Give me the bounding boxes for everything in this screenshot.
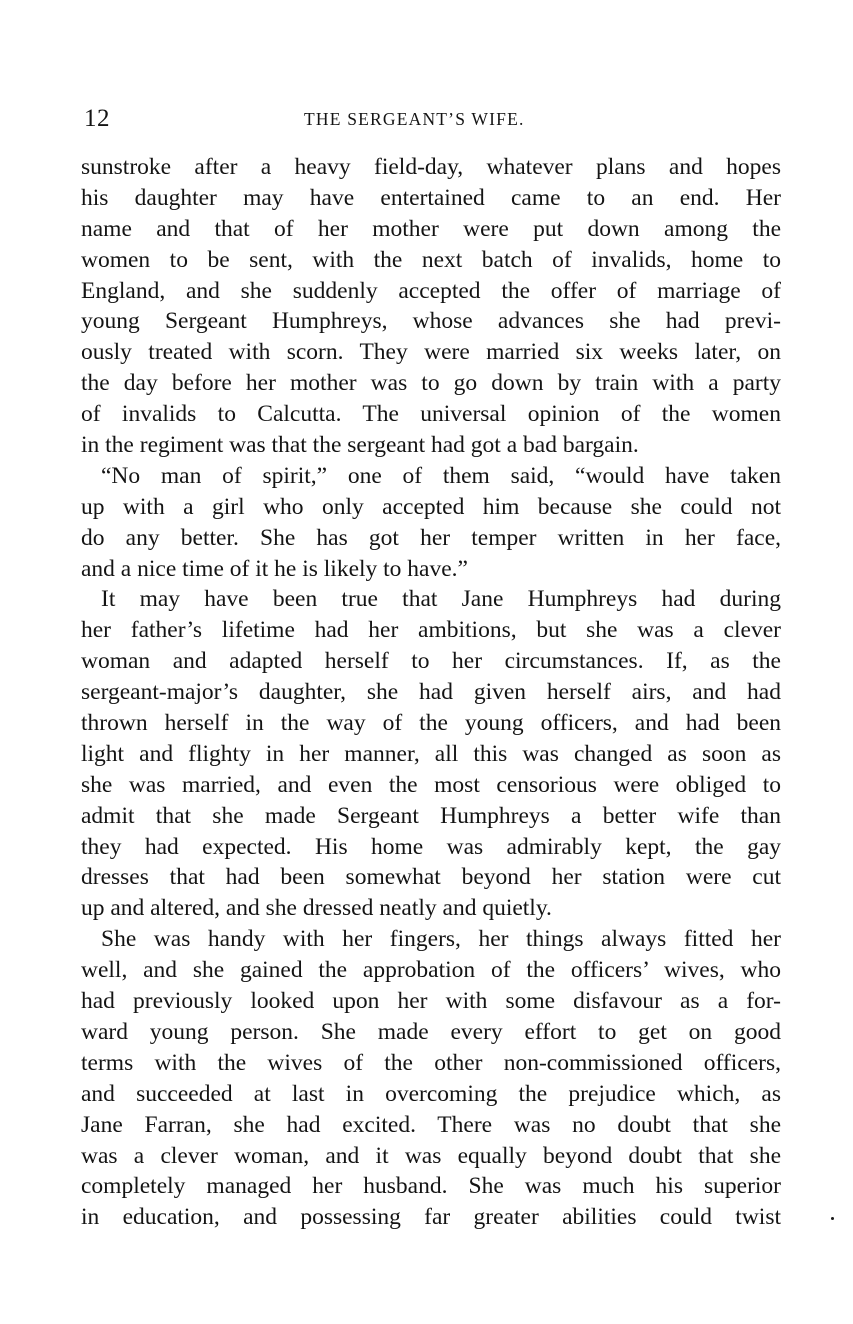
text-line: Jane Farran, she had excited. There was no doubt that she: [81, 1111, 781, 1138]
print-speck: [831, 1217, 834, 1220]
text-line: ously treated with scorn. They were married six weeks later, on: [81, 339, 781, 366]
text-line: sunstroke after a heavy field-day, whatever plans and hopes: [81, 154, 781, 180]
body-text: [81, 152, 781, 1233]
running-head: [81, 102, 781, 136]
text-line: admit that she made Sergeant Humphreys a better wife than: [81, 802, 781, 829]
text-line: in education, and possessing far greater abilities could twist: [81, 1204, 781, 1231]
text-line: woman and adapted herself to her circumstances. If, as the: [81, 648, 781, 675]
text-line: they had expected. His home was admirably kept, the gay: [81, 833, 781, 860]
text-line: name and that of her mother were put down among the: [81, 215, 781, 242]
text-line: she was married, and even the most censorious were obliged to: [81, 771, 781, 798]
text-line: women to be sent, with the next batch of invalids, home to: [81, 246, 781, 273]
text-line: up with a girl who only accepted him because she could not: [81, 493, 781, 520]
text-line: up and altered, and she dressed neatly and quietly.: [81, 895, 552, 922]
text-line: thrown herself in the way of the young officers, and had been: [81, 710, 781, 737]
text-line: completely managed her husband. She was much his superior: [81, 1173, 781, 1200]
text-line: of invalids to Calcutta. The universal opinion of the women: [81, 401, 781, 428]
text-line: young Sergeant Humphreys, whose advances she had previ-: [81, 308, 781, 335]
text-line: had previously looked upon her with some disfavour as a for-: [81, 988, 781, 1015]
text-line: ward young person. She made every effort to get on good: [81, 1018, 781, 1045]
text-line: terms with the wives of the other non-commissioned officers,: [81, 1049, 781, 1076]
text-line: light and flighty in her manner, all this was changed as soon as: [81, 740, 781, 767]
running-title: THE SERGEANT’S WIFE.: [304, 109, 525, 129]
page-number: 12: [84, 105, 110, 132]
text-line: in the regiment was that the sergeant had got a bad bargain.: [81, 432, 639, 459]
text-line: dresses that had been somewhat beyond her station were cut: [81, 864, 781, 891]
text-line: do any better. She has got her temper written in her face,: [81, 524, 781, 551]
text-line: his daughter may have entertained came to an end. Her: [81, 184, 781, 211]
text-line: England, and she suddenly accepted the offer of marriage of: [81, 277, 781, 304]
text-line: and succeeded at last in overcoming the prejudice which, as: [81, 1080, 781, 1107]
text-line: “No man of spirit,” one of them said, “would have taken: [101, 462, 781, 489]
text-line: sergeant-major’s daughter, she had given herself airs, and had: [81, 679, 781, 706]
text-line: and a nice time of it he is likely to have.”: [81, 555, 468, 582]
text-line: was a clever woman, and it was equally beyond doubt that she: [81, 1142, 781, 1169]
text-line: It may have been true that Jane Humphreys had during: [101, 586, 781, 613]
text-line: well, and she gained the approbation of the officers’ wives, who: [81, 957, 781, 984]
text-line: She was handy with her fingers, her things always fitted her: [101, 926, 781, 953]
text-line: her father’s lifetime had her ambitions, but she was a clever: [81, 617, 781, 644]
text-line: the day before her mother was to go down by train with a party: [81, 370, 781, 397]
